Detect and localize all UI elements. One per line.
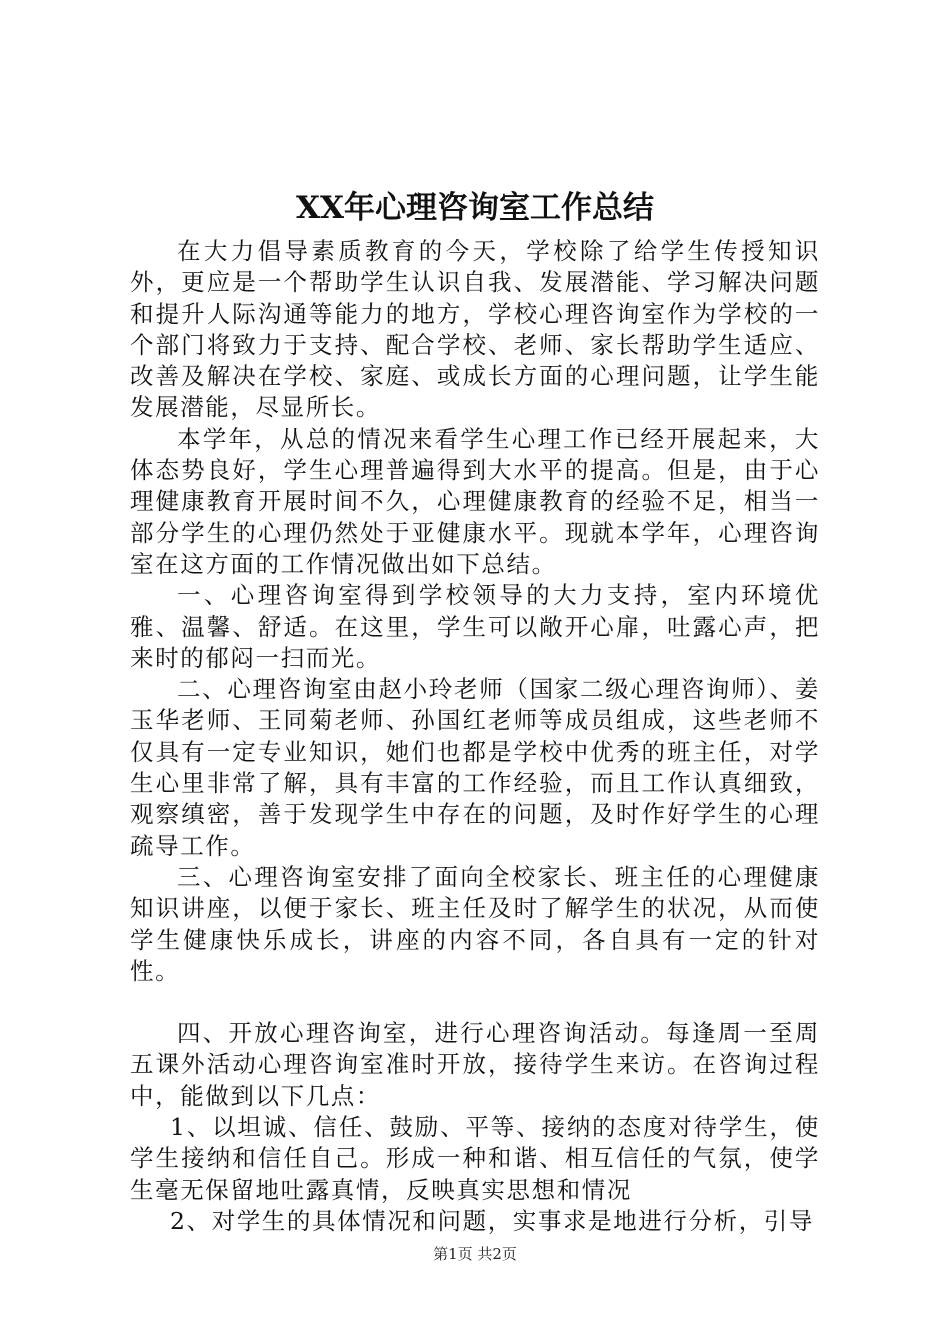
page-number-footer: 第1页 共2页 bbox=[433, 1245, 517, 1263]
list-item-2: 2、对学生的具体情况和问题，实事求是地进行分析，引导 bbox=[169, 1206, 814, 1235]
paragraph-section-4: 四、开放心理咨询室，进行心理咨询活动。每逢周一至周五课外活动心理咨询室准时开放，接待学生来访。在咨询过程中，能做到以下几点： bbox=[130, 1019, 820, 1110]
document-title: XX年心理咨询室工作总结 bbox=[295, 190, 655, 226]
paragraph-overview: 本学年，从总的情况来看学生心理工作已经开展起来，大体态势良好，学生心理普遍得到大水平的提高。但是，由于心理健康教育开展时间不久，心理健康教育的经验不足，相当一部分学生的心理仍然处于亚健康水平。现就本学年，心理咨询室在这方面的工作情况做出如下总结。 bbox=[130, 424, 820, 578]
paragraph-section-2: 二、心理咨询室由赵小玲老师（国家二级心理咨询师）、姜玉华老师、王同菊老师、孙国红老师等成员组成，这些老师不仅具有一定专业知识，她们也都是学校中优秀的班主任，对学生心里非常了解，具有丰富的工作经验，而且工作认真细致，观察缜密，善于发现学生中存在的问题，及时作好学生的心理疏导工作。 bbox=[130, 675, 820, 860]
paragraph-spacer bbox=[130, 987, 820, 1018]
paragraph-section-3: 三、心理咨询室安排了面向全校家长、班主任的心理健康知识讲座，以便于家长、班主任及时了解学生的状况，从而使学生健康快乐成长，讲座的内容不同，各自具有一定的针对性。 bbox=[130, 862, 820, 985]
document-body bbox=[130, 236, 820, 1237]
paragraph-section-1: 一、心理咨询室得到学校领导的大力支持，室内环境优雅、温馨、舒适。在这里，学生可以敞开心扉，吐露心声，把来时的郁闷一扫而光。 bbox=[130, 581, 820, 672]
list-item-1: 1、以坦诚、信任、鼓励、平等、接纳的态度对待学生，使学生接纳和信任自己。形成一种和谐、相互信任的气氛，使学生毫无保留地吐露真情，反映真实思想和情况 bbox=[130, 1113, 820, 1204]
paragraph-intro: 在大力倡导素质教育的今天，学校除了给学生传授知识外，更应是一个帮助学生认识自我、发展潜能、学习解决问题和提升人际沟通等能力的地方，学校心理咨询室作为学校的一个部门将致力于支持、配合学校、老师、家长帮助学生适应、改善及解决在学校、家庭、或成长方面的心理问题，让学生能发展潜能，尽显所长。 bbox=[130, 237, 820, 422]
